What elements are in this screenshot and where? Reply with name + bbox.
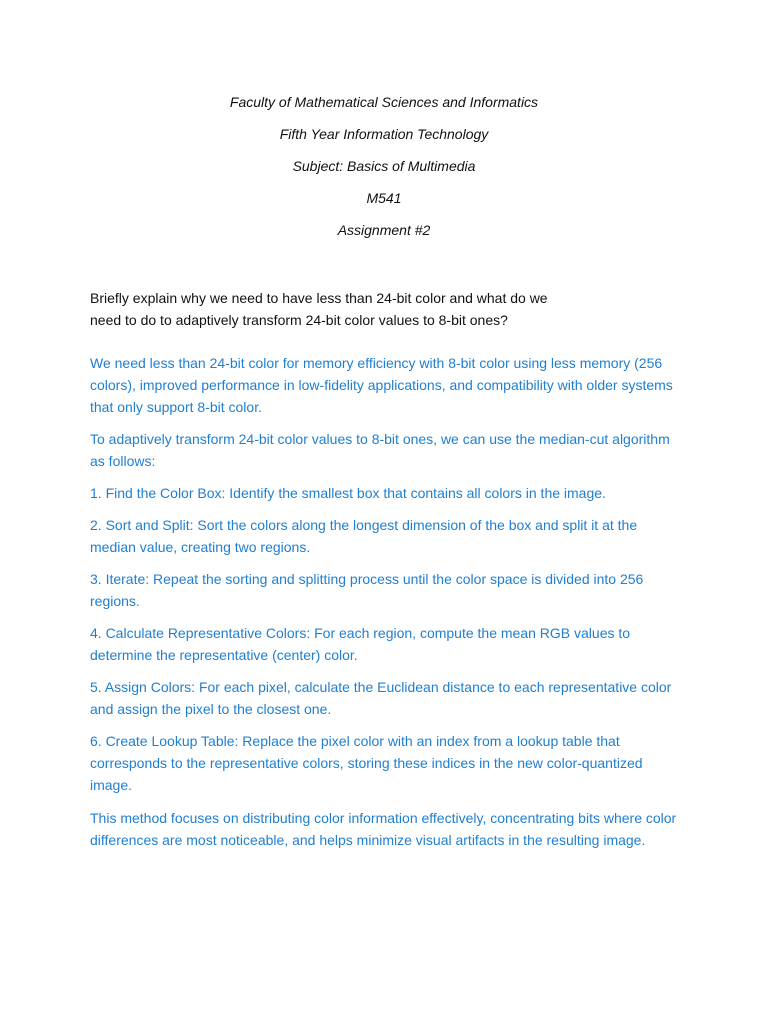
answer-section bbox=[90, 352, 680, 861]
faculty-name: Faculty of Mathematical Sciences and Informatics bbox=[229, 94, 539, 110]
answer-step: 6. Create Lookup Table: Replace the pixel color with an index from a lookup table that corresponds to the representative colors, storing these indices in the new color-quantized image. bbox=[90, 733, 643, 793]
subject-title: Subject: Basics of Multimedia bbox=[292, 158, 476, 174]
answer-intro: We need less than 24-bit color for memory efficiency with 8-bit color using less memory (256 colors), improved performance in low-fidelity applications, and compatibility with older systems that only support 8-bit color. bbox=[90, 355, 673, 415]
answer-step: 1. Find the Color Box: Identify the smallest box that contains all colors in the image. bbox=[90, 485, 606, 501]
document-header bbox=[0, 93, 768, 253]
question-text: Briefly explain why we need to have less than 24-bit color and what do we need to do to adaptively transform 24-bit color values to 8-bit ones? bbox=[90, 290, 548, 328]
year-program: Fifth Year Information Technology bbox=[279, 126, 489, 142]
answer-step: 3. Iterate: Repeat the sorting and splitting process until the color space is divided into 256 regions. bbox=[90, 571, 644, 609]
assignment-title: Assignment #2 bbox=[337, 222, 431, 238]
answer-conclusion: This method focuses on distributing color information effectively, concentrating bits where color differences are most noticeable, and helps minimize visual artifacts in the resulting image. bbox=[90, 810, 677, 848]
answer-step: 4. Calculate Representative Colors: For each region, compute the mean RGB values to determine the representative (center) color. bbox=[90, 625, 631, 663]
answer-step: 5. Assign Colors: For each pixel, calculate the Euclidean distance to each representative color and assign the pixel to the closest one. bbox=[90, 679, 672, 717]
answer-step: 2. Sort and Split: Sort the colors along the longest dimension of the box and split it at the median value, creating two regions. bbox=[90, 517, 638, 555]
answer-method-intro: To adaptively transform 24-bit color values to 8-bit ones, we can use the median-cut algorithm as follows: bbox=[90, 431, 670, 469]
course-code: M541 bbox=[366, 190, 402, 206]
